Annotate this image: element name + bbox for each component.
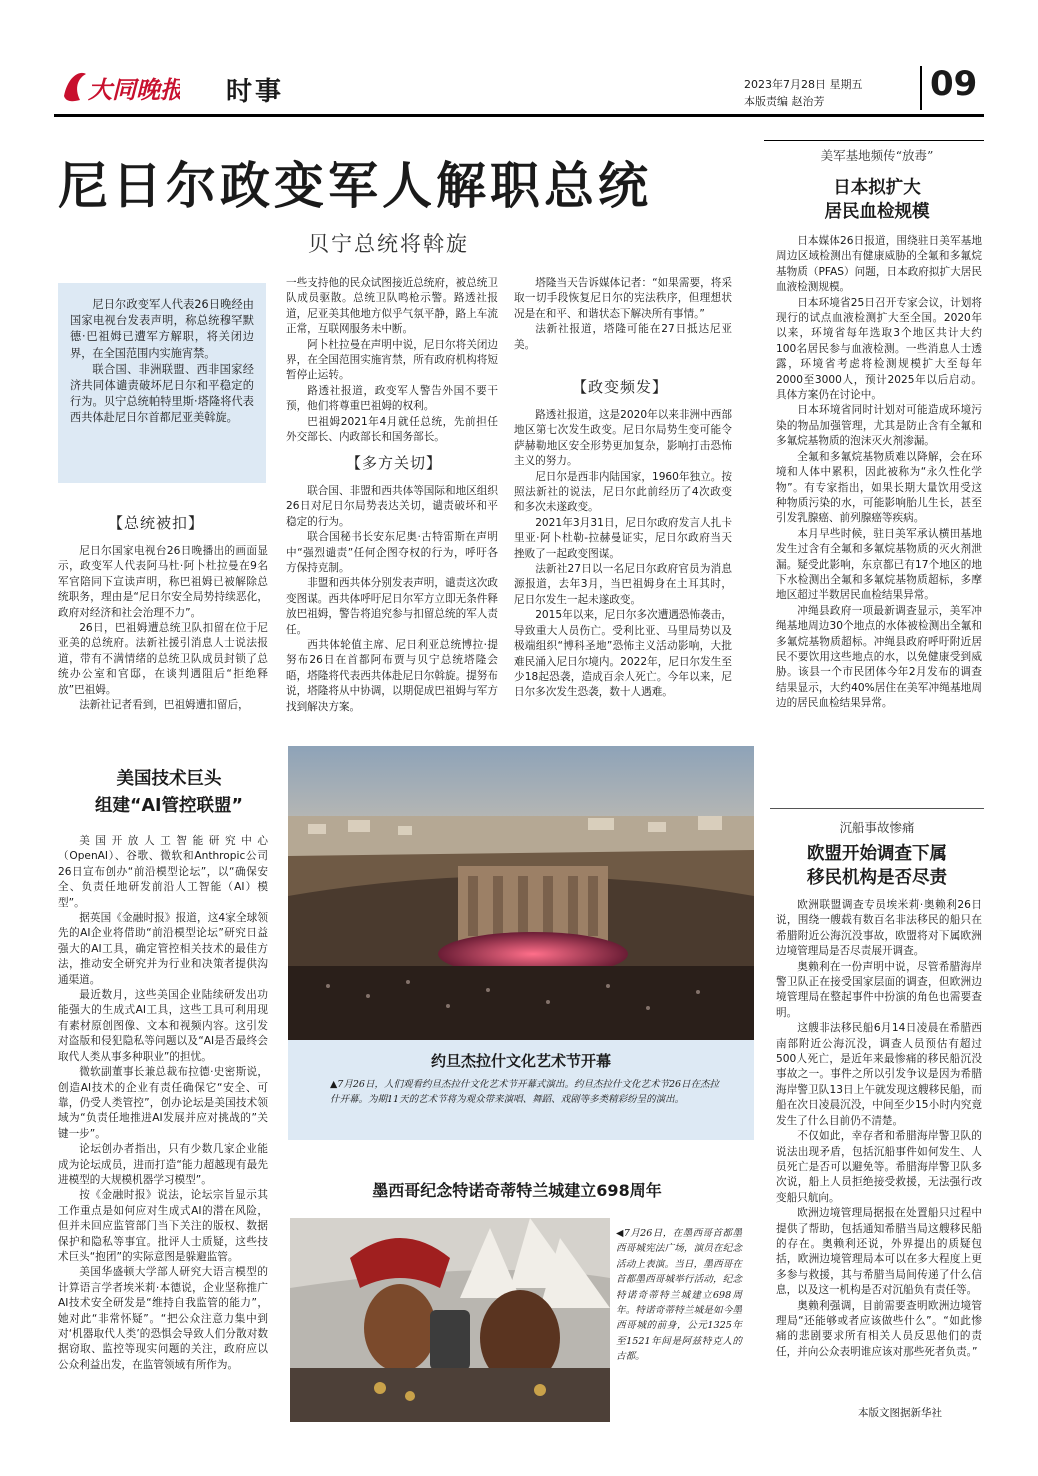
section-head-coups: 【政变频发】: [572, 378, 669, 396]
sidebar-top-rule: [764, 140, 984, 141]
section-head-concerns: 【多方关切】: [346, 454, 443, 472]
main-column-2b: 联合国、非盟和西共体等国际和地区组织26日对尼日尔局势表达关切，谴责破坏和平稳定的行为。 联合国秘书长安东尼奥·古特雷斯在声明中“强烈谴责”任何企图夺权的行为，呼吁各方保持克制。 非盟和西共体分别发表声明，谴责这次政变图谋。西共体呼吁尼日尔军方立即无条件释放巴祖姆，警告将追究参与扣留总统的军人责任。 西共体轮值主席、尼日利亚总统博拉·提努布26日在首都阿布贾与贝宁总统塔隆会晤，塔隆将代表西共体赴尼日尔斡旋。提努布说，塔隆将从中协调，以期促成巴祖姆与军方找到解决方案。: [286, 485, 498, 713]
photo-credit: 本版文图据新华社: [858, 1407, 942, 1419]
ai-story-title: 美国技术巨头 组建“AI管控联盟”: [94, 769, 244, 816]
side2-kicker: 沉船事故惨痛: [839, 820, 915, 835]
masthead-logo: [60, 66, 180, 110]
main-column-1: 尼日尔国家电视台26日晚播出的画面显示，政变军人代表阿马杜·阿卜杜拉曼在9名军官陪同下宣读声明，称巴祖姆已被解除总统职务，理由是“尼日尔安全局势持续恶化，政府对经济和社会治理不力”。 26日，巴祖姆遭总统卫队扣留在位于尼亚美的总统府。法新社援引消息人士说法报道，带有不满情绪的总统卫队成员封锁了总统办公室和官邸，在谈判遇阻后“拒绝释放”巴祖姆。 法新社记者看到，巴祖姆遭扣留后，: [58, 545, 268, 712]
mexico-photo-caption: ◀7月26日，在墨西哥首都墨西哥城宪法广场，演员在纪念活动上表演。当日，墨西哥在首都墨西哥城举行活动，纪念特诺奇蒂特兰城建立698周年。特诺奇蒂特兰城是如今墨西哥城的前身，公元1325年至1521年间是阿兹特克人的古都。: [616, 1228, 742, 1363]
side1-kicker: 美军基地频传“放毒”: [820, 148, 934, 163]
header-divider: [920, 66, 922, 110]
main-subheadline: 贝宁总统将斡旋: [308, 232, 469, 256]
jerash-festival-photo: [288, 746, 754, 1040]
jerash-photo-title: 约旦杰拉什文化艺术节开幕: [430, 1052, 611, 1070]
page-number: 09: [930, 64, 978, 104]
side2-title: 欧盟开始调查下属 移民机构是否尽责: [807, 844, 947, 888]
main-column-3b: 路透社报道，这是2020年以来非洲中西部地区第七次发生政变。尼日尔局势生变可能令萨赫勒地区安全形势更加复杂，影响打击恐怖主义的努力。 尼日尔是西非内陆国家，1960年独立。按照法新社的说法，尼日尔此前经历了4次政变和多次未遂政变。 2021年3月31日，尼日尔政府发言人扎卡里亚·阿卜杜勒-拉赫曼证实，尼日尔政府当天挫败了一起政变图谋。 法新社27日以一名尼日尔政府官员为消息源报道，去年3月，当巴祖姆身在土耳其时，尼日尔发生一起未遂政变。 2015年以来，尼日尔多次遭遇恐怖袭击，导致重大人员伤亡。受利比亚、马里局势以及极端组织“博科圣地”恐怖主义活动影响，大批难民涌入尼日尔境内。2022年，尼日尔发生至少18起恐袭，造成百余人死亡。今年以来，尼日尔多次发生恐袭，数十人遇难。: [514, 409, 732, 699]
side2-body: 欧洲联盟调查专员埃米莉·奥赖利26日说，围绕一艘载有数百名非法移民的船只在希腊附近公海沉没事故，欧盟将对下属欧洲边境管理局是否尽责展开调查。 奥赖利在一份声明中说，尽管希腊海岸警卫队正在接受国家层面的调查，但欧洲边境管理局在整起事件中扮演的角色也需要查明。 这艘非法移民船6月14日凌晨在希腊西南部附近公海沉没，调查人员预估有超过500人死亡，是近年来最惨痛的移民船沉没事故之一。事件之所以引发争议是因为希腊海岸警卫队13日上午就发现这艘移民船，而船在次日凌晨沉没，中间至少15小时内究竟发生了什么目前仍不清楚。 不仅如此，幸存者和希腊海岸警卫队的说法出现矛盾，包括沉船事件如何发生、人员死亡是否可以避免等。希腊海岸警卫队多次说，船上人员拒绝接受救援，无法强行改变船只航向。 欧洲边境管理局据报在处置船只过程中提供了帮助，包括通知希腊当局这艘移民船的存在。奥赖利还说，外界提出的质疑包括，欧洲边境管理局本可以在多大程度上更多参与救援，其与希腊当局间传递了什么信息，以及这一机构是否对沉船负有责任等。 奥赖利强调，目前需要查明欧洲边境管理局“还能够或者应该做些什么”。“如此惨痛的悲剧要求所有相关人员反思他们的责任，并向公众表明谁应该对那些死者负责。”: [776, 899, 982, 1358]
mexico-performers-photo: [290, 1218, 610, 1422]
issue-meta: [744, 76, 863, 110]
ai-story-body: 美国开放人工智能研究中心（OpenAI）、谷歌、微软和Anthropic公司26日宣布创办“前沿模型论坛”，以“确保安全、负责任地研发前沿人工智能（AI）模型”。 据英国《金融时报》报道，这4家全球领先的AI企业将借助“前沿模型论坛”研究日益强大的AI工具，确定管控相关技术的最佳方法，推动安全研究并为行业和决策者提供沟通渠道。 最近数月，这些美国企业陆续研发出功能强大的生成式AI工具，这些工具可利用现有素材原创图像、文本和视频内容。这引发对盗版和侵犯隐私等问题以及“AI是否最终会取代人类从事多种职业”的担忧。 微软副董事长兼总裁布拉德·史密斯说，创造AI技术的企业有责任确保它“安全、可靠，仍受人类管控”，创办论坛是美国技术领域为“负责任地推进AI发展并应对挑战的”关键一步”。 论坛创办者指出，只有少数几家企业能成为论坛成员，进而打造“能力超越现有最先进模型的大规模机器学习模型”。 按《金融时报》说法，论坛宗旨显示其工作重点是如何应对生成式AI的潜在风险，但并未回应监管部门当下关注的版权、数据保护和隐私等事宜。批评人士质疑，这些技术巨头“抱团”的实际意图是躲避监管。 美国华盛顿大学部人研究大语言模型的计算语言学者埃米莉·本德说，企业坚称推广AI技术安全研发是“维持自我监管的能力”，她对此“非常怀疑”。“把公众注意力集中到对‘机器取代人类’的恐惧会导致人们分散对数据窃取、监控等现实问题的关注，政府应以公众利益出发，在监管领域有所作为。: [58, 835, 268, 1371]
main-headline: 尼日尔政变军人解职总统: [58, 157, 652, 215]
section-name: 时事: [226, 77, 285, 107]
main-column-3a: 塔隆当天告诉媒体记者：“如果需要，将采取一切手段恢复尼日尔的宪法秩序，但理想状况是在和平、和谐状态下解决所有事情。” 法新社报道，塔隆可能在27日抵达尼亚美。: [514, 277, 732, 351]
svg-text:大同晚报: 大同晚报: [88, 75, 180, 104]
side1-body: 日本媒体26日报道，围绕驻日美军基地周边区域检测出有健康威胁的全氟和多氟烷基物质（PFAS）问题，日本政府拟扩大居民血液检测规模。 日本环境省25日召开专家会议，计划将现行的试点血液检测扩大至全国。2020年以来，环境省每年选取3个地区共计大约100名居民参与血液检测。一些消息人士透露，环境省考虑将检测规模扩大至每年2000至3000人，预计2025年以后启动。具体方案仍在讨论中。 日本环境省同时计划对可能造成环境污染的物品加强管理，尤其是防止含有全氟和多氟烷基物质的泡沫灭火剂渗漏。 全氟和多氟烷基物质难以降解，会在环境和人体中累积，因此被称为“永久性化学物”。有专家指出，如果长期大量饮用受这种物质污染的水，可能影响胎儿生长，甚至引发乳腺癌、前列腺癌等疾病。 本月早些时候，驻日美军承认横田基地发生过含有全氟和多氟烷基物质的灭火剂泄漏。疑受此影响，东京都已有17个地区的地下水检测出全氟和多氟烷基物质超标，多摩地区超过半数居民血检结果异常。 冲绳县政府一项最新调查显示，美军冲绳基地周边30个地点的水体被检测出全氟和多氟烷基物质超标。冲绳县政府呼吁附近居民不要饮用这些地点的水，以免健康受到威胁。该县一个市民团体今年2月发布的调查结果显示，大约40%居住在美军冲绳基地周边的居民血检结果异常。: [776, 235, 982, 710]
page-editor: 本版责编 赵治芳: [744, 95, 825, 108]
section-head-detained: 【总统被扣】: [108, 514, 205, 532]
main-column-2a: 一些支持他的民众试图接近总统府，被总统卫队成员驱散。总统卫队鸣枪示警。路透社报道，尼亚美其他地方似乎气氛平静，路上车流正常，互联网服务未中断。 阿卜杜拉曼在声明中说，尼日尔将关闭边界，在全国范围实施宵禁，所有政府机构将短暂停止运转。 路透社报道，政变军人警告外国不要干预，他们将尊重巴祖姆的权利。 巴祖姆2021年4月就任总统，先前担任外交部长、内政部长和国务部长。: [286, 277, 498, 444]
sidebar-divider: [770, 808, 984, 809]
issue-date: 2023年7月28日 星期五: [744, 78, 863, 91]
mexico-photo-title: 墨西哥纪念特诺奇蒂特兰城建立698周年: [372, 1181, 662, 1200]
jerash-photo-caption: ▲7月26日，人们观看约旦杰拉什文化艺术节开幕式演出。约旦杰拉什文化艺术节26日在杰拉什开幕。为期11天的艺术节将为观众带来演唱、舞蹈、戏剧等多类精彩纷呈的演出。: [330, 1079, 720, 1105]
lead-text: 尼日尔政变军人代表26日晚经由国家电视台发表声明，称总统穆罕默德·巴祖姆已遭军方解职，将关闭边界，在全国范围内实施宵禁。 联合国、非洲联盟、西非国家经济共同体谴责破坏尼日尔和平稳定的行为。贝宁总统帕特里斯·塔隆将代表西共体赴尼日尔首都尼亚美斡旋。: [70, 298, 254, 425]
header-rule: [54, 114, 984, 117]
lead-box: [58, 283, 266, 483]
side1-title: 日本拟扩大 居民血检规模: [824, 178, 930, 222]
